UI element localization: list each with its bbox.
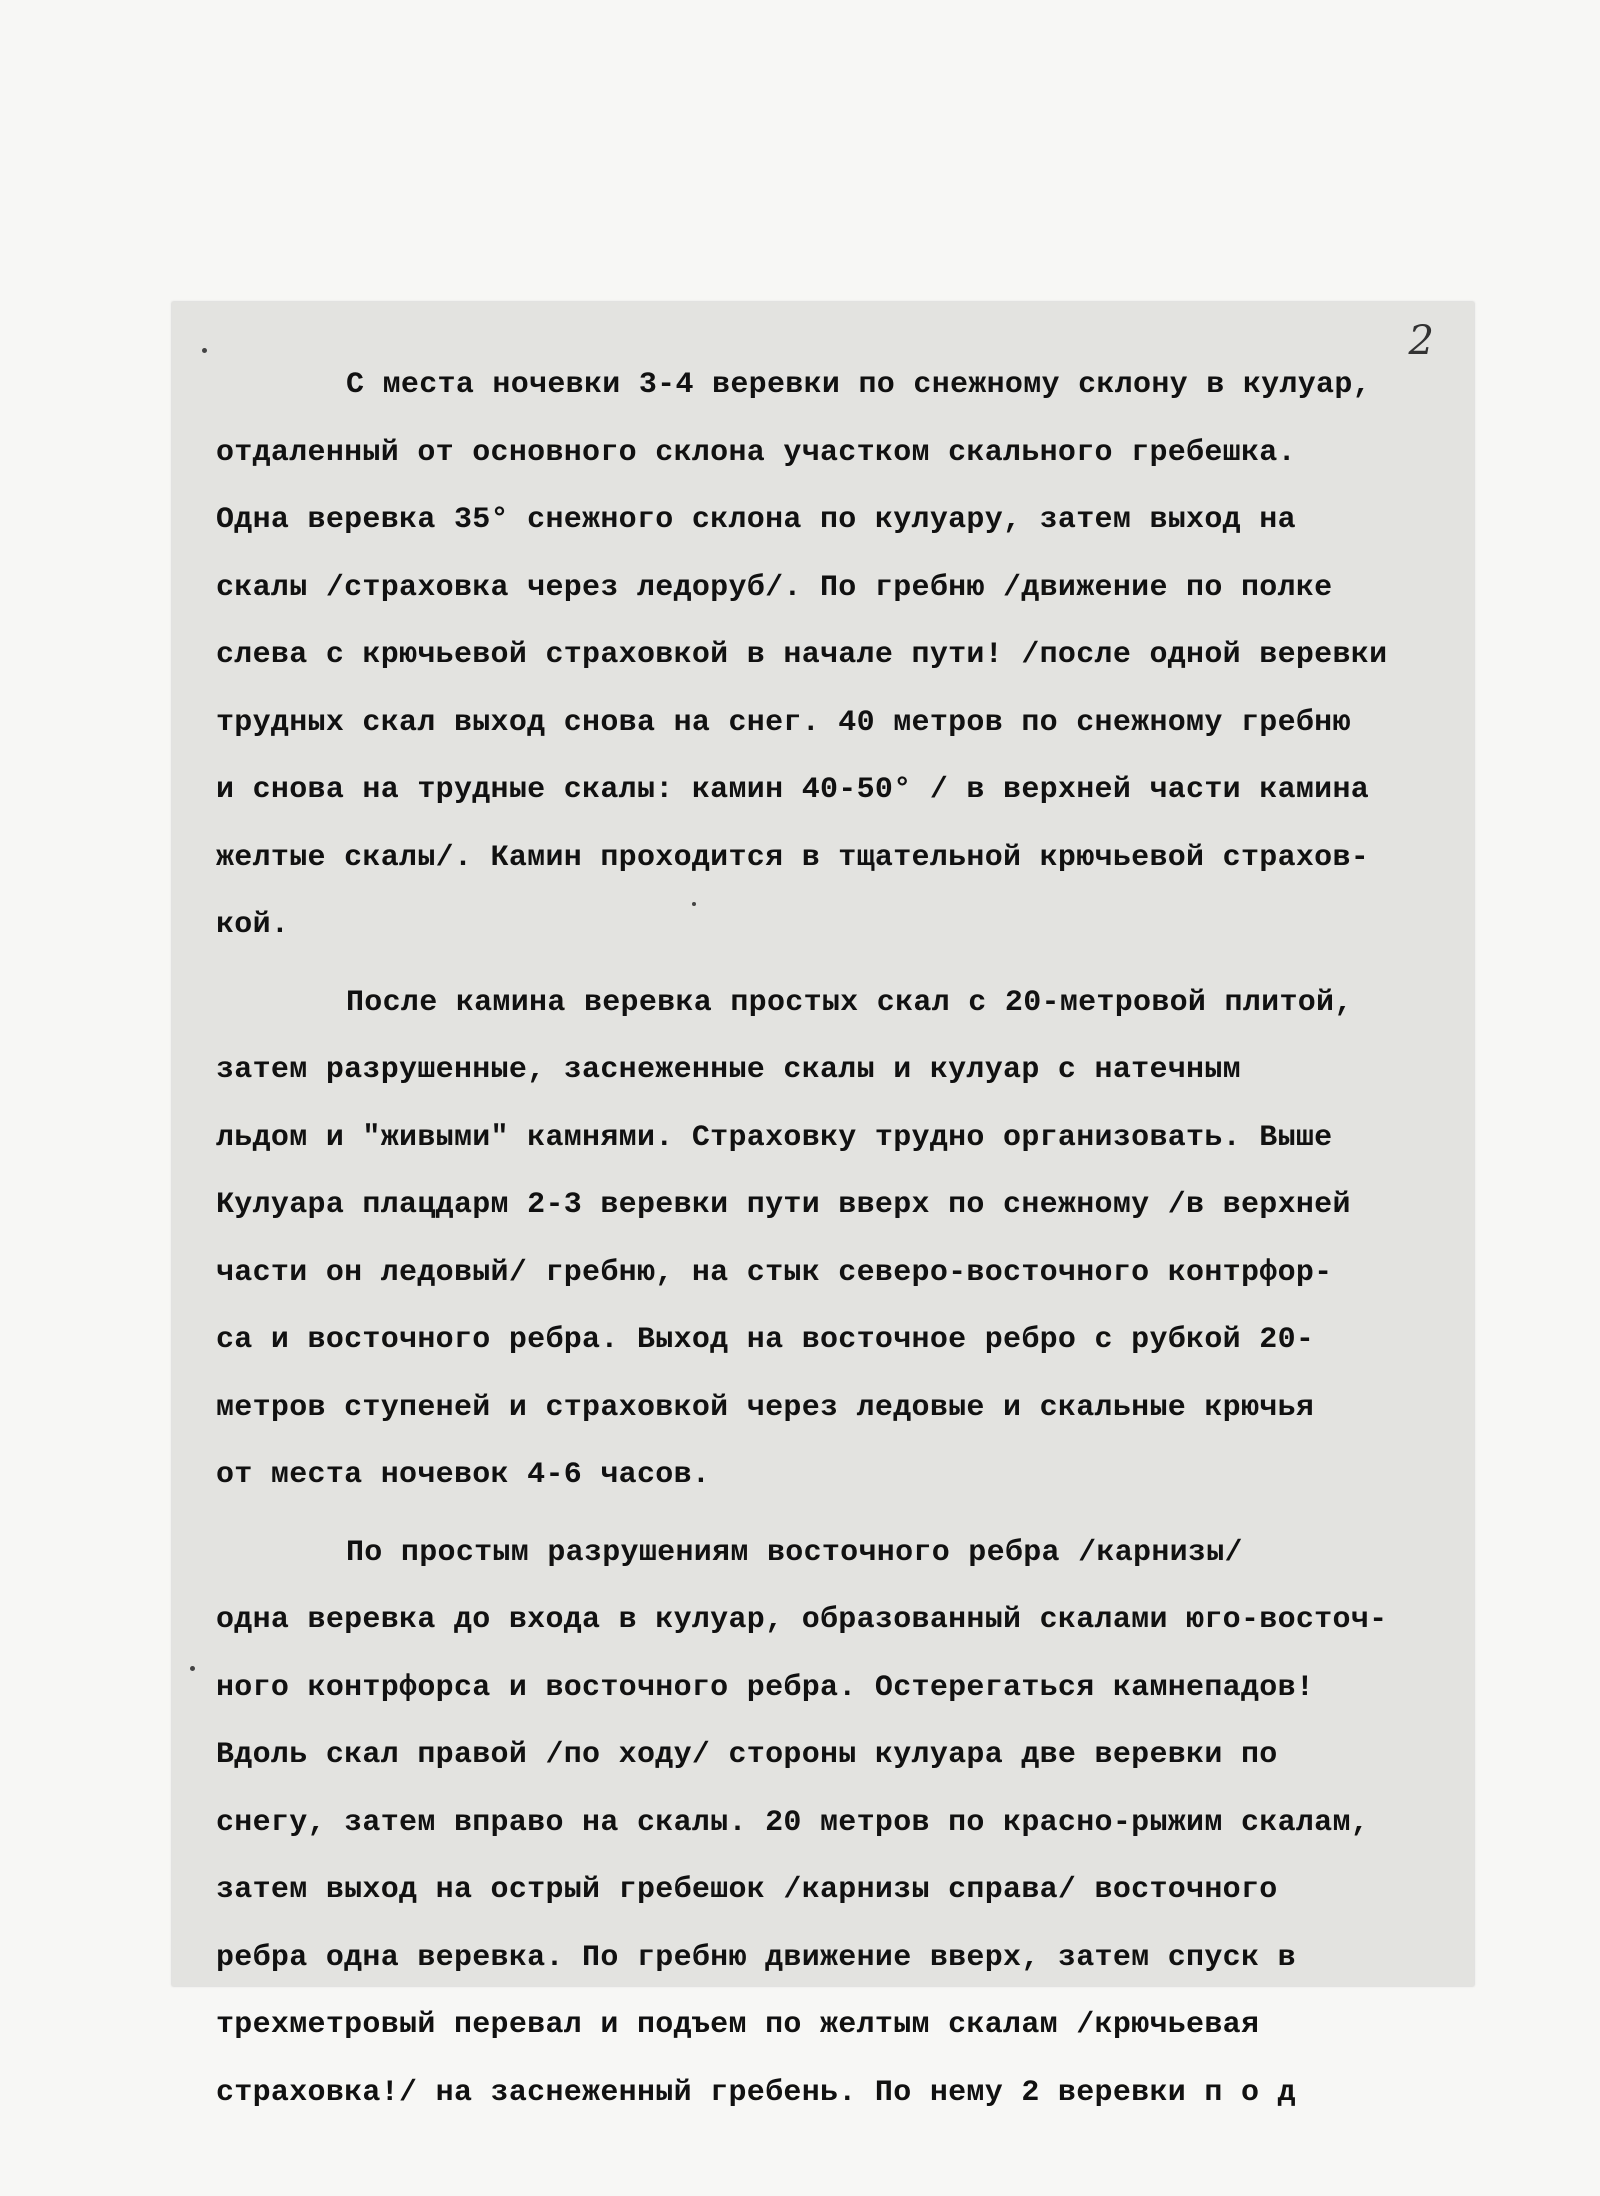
text-line: скалы /страховка через ледоруб/. По гребню /движение по полке <box>216 570 1333 605</box>
typewritten-page <box>172 302 1474 2110</box>
text-line: Одна веревка 35° снежного склона по кулуару, затем выход на <box>216 503 1296 537</box>
text-line: кой. <box>216 908 290 942</box>
paragraph-gap <box>216 1510 1446 1520</box>
text-line: метров ступеней и страховкой через ледовые и скальные крючья <box>216 1390 1315 1425</box>
text-line: части он ледовый/ гребню, на стык северо-восточного контрфор- <box>216 1255 1333 1290</box>
text-line: одна веревка до входа в кулуар, образованный скалами юго-восточ- <box>216 1603 1388 1637</box>
text-line: С места ночевки 3-4 веревки по снежному склону в кулуар, <box>346 368 1371 402</box>
text-line: снегу, затем вправо на скалы. 20 метров по красно-рыжим скалам, <box>216 1805 1370 1840</box>
text-line: слева с крючьевой страховкой в начале пути! /после одной веревки <box>216 638 1388 672</box>
text-line: Вдоль скал правой /по ходу/ стороны кулуара две веревки по <box>216 1738 1278 1772</box>
text-line: Кулуара плацдарм 2-3 веревки пути вверх по снежному /в верхней <box>216 1188 1351 1222</box>
paragraph-gap <box>216 960 1446 970</box>
text-line: ного контрфорса и восточного ребра. Остерегаться камнепадов! <box>216 1670 1315 1705</box>
text-line: са и восточного ребра. Выход на восточное ребро с рубкой 20- <box>216 1323 1315 1357</box>
text-line: затем разрушенные, заснеженные скалы и кулуар с натечным <box>216 1053 1241 1087</box>
text-line: По простым разрушениям восточного ребра /карнизы/ <box>346 1535 1243 1570</box>
paper-speck <box>190 1666 195 1671</box>
paper-speck <box>202 348 207 353</box>
text-line: отдаленный от основного склона участком скального гребешка. <box>216 435 1296 470</box>
text-line: желтые скалы/. Камин проходится в тщательной крючьевой страхов- <box>216 840 1370 875</box>
text-line: и снова на трудные скалы: камин 40-50° / в верхней части камина <box>216 773 1370 807</box>
text-line: льдом и "живыми" камнями. Страховку трудно организовать. Выше <box>216 1120 1333 1155</box>
page-number: 2 <box>1408 318 1434 364</box>
text-line: После камина веревка простых скал с 20-метровой плитой, <box>346 985 1353 1020</box>
text-line: от места ночевок 4-6 часов. <box>216 1458 711 1492</box>
text-line: ребра одна веревка. По гребню движение вверх, затем спуск в <box>216 1940 1296 1975</box>
text-line: трехметровый перевал и подъем по желтым скалам /крючьевая <box>216 2008 1260 2042</box>
text-line: затем выход на острый гребешок /карнизы справа/ восточного <box>216 1873 1278 1907</box>
text-line: трудных скал выход снова на снег. 40 метров по снежному гребню <box>216 705 1351 740</box>
text-line: страховка!/ на заснеженный гребень. По нему 2 веревки п о д <box>216 2075 1296 2110</box>
body-text <box>216 352 1446 2127</box>
